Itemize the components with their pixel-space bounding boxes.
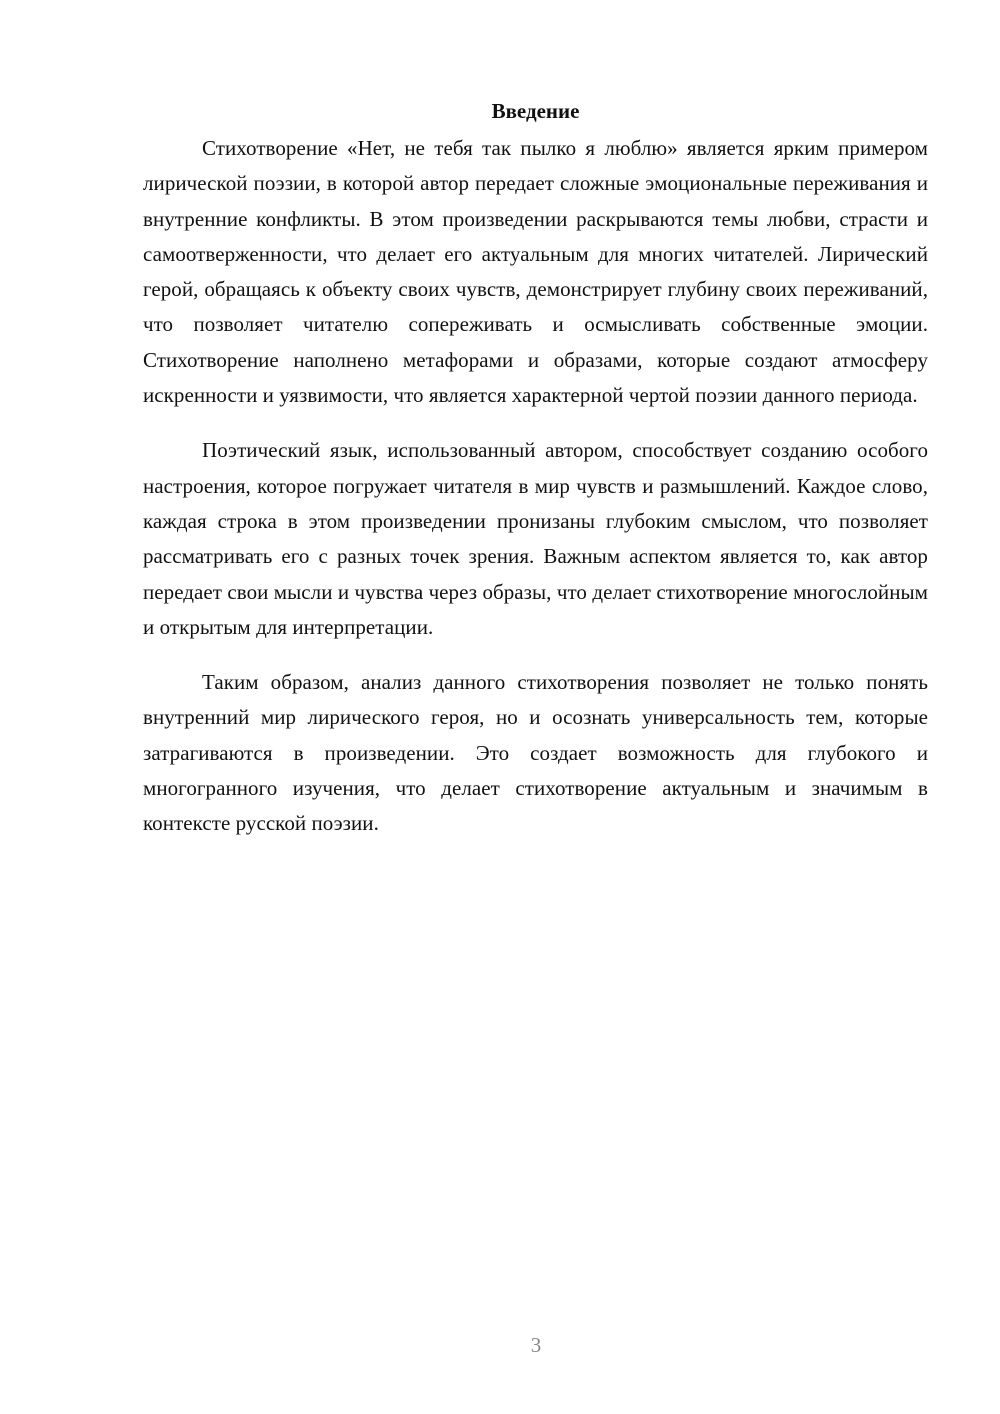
paragraph-3: Таким образом, анализ данного стихотворения позволяет не только понять внутренний мир лирического героя, но и осознать универсальность тем, которые затрагиваются в произведении. Это создает возможность для глубокого и многогранного изучения, что делает стихотворение актуальным и значимым в контексте русской поэзии. [143,670,928,836]
page-content [143,94,928,862]
paragraph-1: Стихотворение «Нет, не тебя так пылко я люблю» является ярким примером лирической поэзии, в которой автор передает сложные эмоциональные переживания и внутренние конфликты. В этом произведении раскрываются темы любви, страсти и самоотверженности, что делает его актуальным для многих читателей. Лирический герой, обращаясь к объекту своих чувств, демонстрирует глубину своих переживаний, что позволяет читателю сопереживать и осмысливать собственные эмоции. Стихотворение наполнено метафорами и образами, которые создают атмосферу искренности и уязвимости, что является характерной чертой поэзии данного периода. [143,136,928,408]
page-number: 3 [530,1333,542,1357]
paragraph-2: Поэтический язык, использованный автором, способствует созданию особого настроения, которое погружает читателя в мир чувств и размышлений. Каждое слово, каждая строка в этом произведении пронизаны глубоким смыслом, что позволяет рассматривать его с разных точек зрения. Важным аспектом является то, как автор передает свои мысли и чувства через образы, что делает стихотворение многослойным и открытым для интерпретации. [143,438,928,639]
section-heading: Введение [491,99,580,123]
